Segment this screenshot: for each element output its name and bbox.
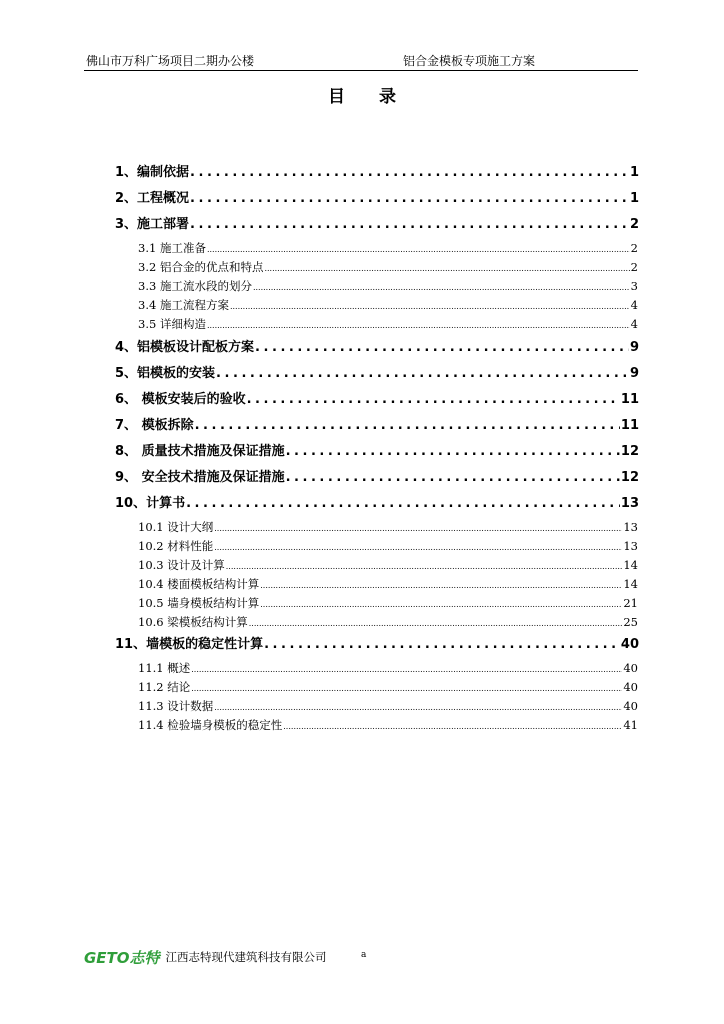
toc-entry[interactable]: [115, 161, 639, 180]
toc-entry-text: 10.6 梁模板结构计算: [138, 615, 248, 629]
toc-entry[interactable]: [115, 388, 639, 407]
toc-entry[interactable]: [115, 466, 639, 485]
toc-entry-page: 12: [620, 470, 639, 485]
toc-entry-page: 13: [623, 520, 638, 534]
header-project-name: 佛山市万科广场项目二期办公楼: [86, 54, 255, 68]
toc-entry[interactable]: [138, 576, 638, 592]
toc-entry[interactable]: [138, 557, 638, 573]
toc-dot-leader: [226, 558, 623, 572]
toc-entry-page: 11: [620, 392, 639, 407]
toc-entry-page: 40: [623, 699, 638, 713]
toc-entry[interactable]: [138, 240, 638, 256]
toc-entry[interactable]: [138, 614, 638, 630]
toc-entry-page: 40: [623, 661, 638, 675]
toc-entry-text: 11.2 结论: [138, 680, 191, 694]
toc-entry-page: 1: [629, 165, 639, 180]
toc-entry-text: 9、 安全技术措施及保证措施: [115, 470, 285, 485]
toc-entry-page: 14: [623, 577, 638, 591]
toc-entry-page: 21: [623, 596, 638, 610]
toc-entry-page: 2: [629, 217, 639, 232]
toc-entry-text: 11.1 概述: [138, 661, 191, 675]
toc-entry-page: 13: [623, 539, 638, 553]
toc-entry[interactable]: [115, 336, 639, 355]
toc-entry[interactable]: [115, 633, 639, 652]
toc-entry-page: 2: [630, 260, 638, 274]
toc-dot-leader: [283, 718, 622, 732]
toc-entry-text: 3.1 施工准备: [138, 241, 206, 255]
toc-entry-page: 9: [629, 366, 639, 381]
toc-entry-text: 10.2 材料性能: [138, 539, 214, 553]
toc-entry[interactable]: [138, 679, 638, 695]
toc-entry-text: 10、计算书: [115, 496, 186, 511]
toc-entry[interactable]: [138, 660, 638, 676]
toc-dot-leader: [247, 392, 620, 407]
page-header: [84, 52, 638, 71]
toc-entry[interactable]: [138, 519, 638, 535]
toc-entry-text: 5、铝模板的安装: [115, 366, 216, 381]
toc-dot-leader: [191, 661, 622, 675]
toc-entry[interactable]: [115, 187, 639, 206]
toc-dot-leader: [190, 217, 629, 232]
toc-entry[interactable]: [115, 213, 639, 232]
toc-dot-leader: [190, 165, 629, 180]
header-document-title: 铝合金模板专项施工方案: [403, 54, 536, 68]
toc-dot-leader: [260, 596, 622, 610]
toc-dot-leader: [191, 680, 622, 694]
toc-dot-leader: [207, 317, 630, 331]
toc-dot-leader: [214, 520, 622, 534]
page-number-mark: a: [361, 950, 367, 960]
toc-dot-leader: [260, 577, 622, 591]
toc-dot-leader: [249, 615, 623, 629]
toc-entry-page: 11: [620, 418, 639, 433]
toc-entry[interactable]: [138, 538, 638, 554]
toc-entry-page: 25: [623, 615, 638, 629]
toc-entry[interactable]: [115, 440, 639, 459]
toc-entry-text: 11.4 检验墙身模板的稳定性: [138, 718, 283, 732]
toc-dot-leader: [230, 298, 630, 312]
toc-dot-leader: [286, 444, 620, 459]
toc-entry[interactable]: [115, 362, 639, 381]
toc-entry-page: 40: [620, 637, 639, 652]
toc-entry[interactable]: [115, 414, 639, 433]
toc-dot-leader: [216, 366, 629, 381]
toc-dot-leader: [253, 279, 630, 293]
page-footer: [84, 946, 327, 968]
toc-entry-text: 1、编制依据: [115, 165, 190, 180]
toc-entry-page: 4: [630, 317, 638, 331]
toc-entry-page: 14: [623, 558, 638, 572]
toc-entry-text: 2、工程概况: [115, 191, 190, 206]
toc-entry[interactable]: [138, 316, 638, 332]
toc-entry-text: 8、 质量技术措施及保证措施: [115, 444, 285, 459]
toc-entry[interactable]: [138, 698, 638, 714]
toc-entry-text: 10.3 设计及计算: [138, 558, 225, 572]
toc-entry-page: 9: [629, 340, 639, 355]
toc-entry-text: 3.5 详细构造: [138, 317, 206, 331]
toc-dot-leader: [207, 241, 630, 255]
footer-company-name: 江西志特现代建筑科技有限公司: [165, 950, 327, 964]
toc-entry[interactable]: [138, 297, 638, 313]
toc-entry-text: 3、施工部署: [115, 217, 190, 232]
toc-dot-leader: [255, 340, 629, 355]
toc-entry[interactable]: [138, 278, 638, 294]
geto-logo: GETO志特: [84, 948, 160, 967]
toc-dot-leader: [190, 191, 629, 206]
toc-entry-text: 6、 模板安装后的验收: [115, 392, 246, 407]
toc-entry-page: 13: [620, 496, 639, 511]
toc-entry[interactable]: [115, 492, 639, 511]
toc-dot-leader: [186, 496, 620, 511]
toc-entry-text: 10.1 设计大纲: [138, 520, 214, 534]
toc-dot-leader: [264, 637, 620, 652]
toc-dot-leader: [286, 470, 620, 485]
toc-entry-page: 2: [630, 241, 638, 255]
toc-entry[interactable]: [138, 595, 638, 611]
toc-entry-page: 4: [630, 298, 638, 312]
toc-entry-text: 4、铝模板设计配板方案: [115, 340, 255, 355]
toc-dot-leader: [195, 418, 620, 433]
toc-entry-page: 40: [623, 680, 638, 694]
toc-entry[interactable]: [138, 259, 638, 275]
toc-dot-leader: [214, 539, 622, 553]
toc-entry-text: 3.2 铝合金的优点和特点: [138, 260, 264, 274]
toc-dot-leader: [264, 260, 629, 274]
toc-entry-text: 10.4 楼面模板结构计算: [138, 577, 260, 591]
toc-title: 目 录: [328, 87, 410, 107]
toc-entry-page: 41: [623, 718, 638, 732]
toc-entry-page: 12: [620, 444, 639, 459]
toc-entry-text: 10.5 墙身模板结构计算: [138, 596, 260, 610]
toc-entry-text: 11、墙模板的稳定性计算: [115, 637, 264, 652]
toc-entry-text: 11.3 设计数据: [138, 699, 214, 713]
toc-entry-page: 1: [629, 191, 639, 206]
toc-dot-leader: [214, 699, 622, 713]
toc-entry-page: 3: [630, 279, 638, 293]
toc-entry[interactable]: [138, 717, 638, 733]
toc-entry-text: 7、 模板拆除: [115, 418, 194, 433]
toc-entry-text: 3.4 施工流程方案: [138, 298, 229, 312]
toc-entry-text: 3.3 施工流水段的划分: [138, 279, 252, 293]
